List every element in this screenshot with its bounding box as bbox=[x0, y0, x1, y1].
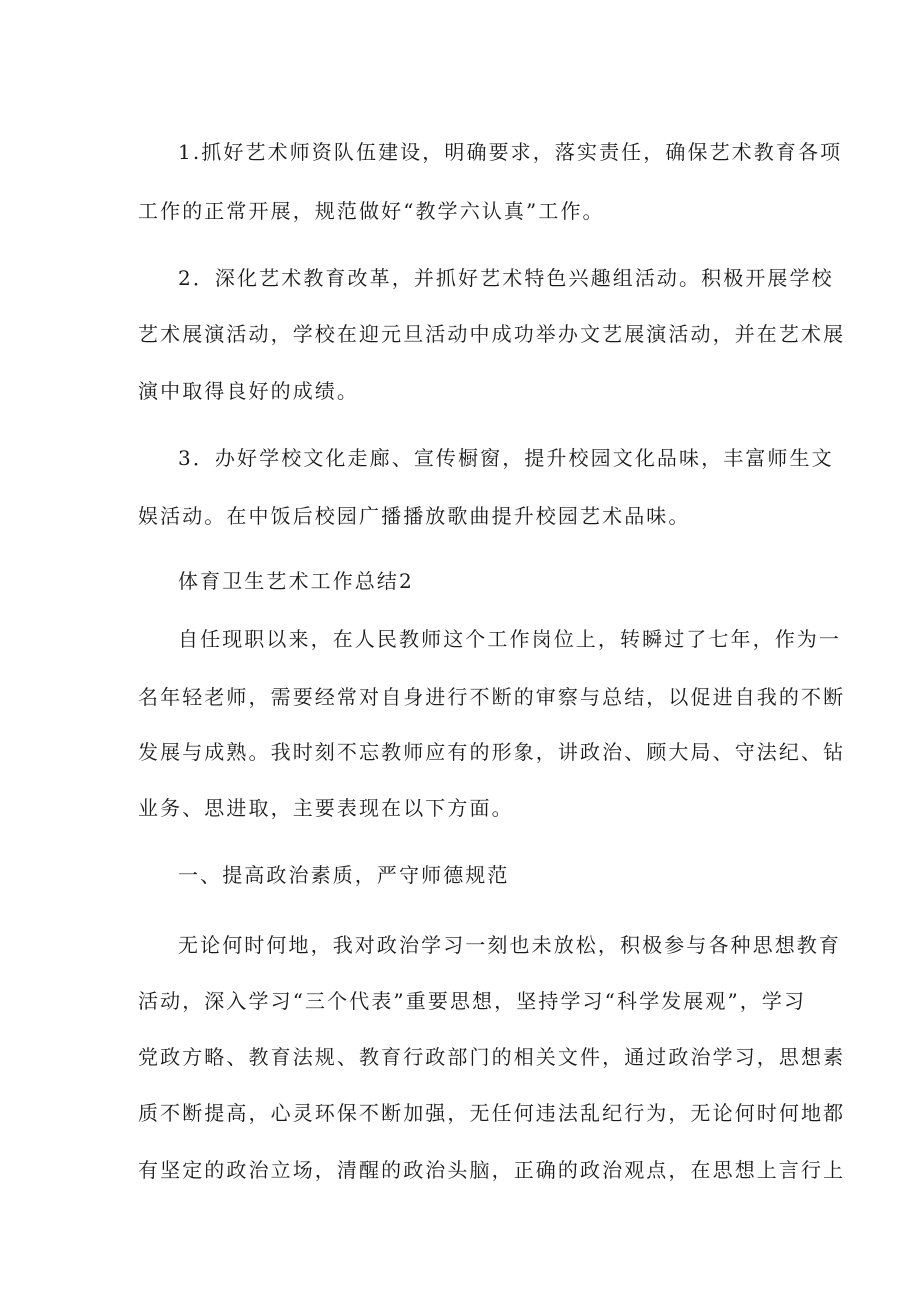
text-line: 演中取得良好的成绩。 bbox=[138, 379, 359, 403]
text-line: 党政方略、教育法规、教育行政部门的相关文件，通过政治学习，思想素 bbox=[138, 1045, 846, 1069]
text-line: 发展与成熟。我时刻不忘教师应有的形象，讲政治、顾大局、守法纪、钻 bbox=[138, 740, 846, 764]
text-line: 工作的正常开展，规范做好“教学六认真”工作。 bbox=[138, 199, 605, 223]
text-line: 质不断提高，心灵环保不断加强，无任何违法乱纪行为，无论何时何地都 bbox=[138, 1101, 846, 1125]
text-line: 自任现职以来，在人民教师这个工作岗位上，转瞬过了七年，作为一 bbox=[178, 627, 841, 651]
text-line: 1.抓好艺术师资队伍建设，明确要求，落实责任，确保艺术教育各项 bbox=[178, 140, 843, 164]
text-line: 业务、思进取，主要表现在以下方面。 bbox=[138, 796, 514, 820]
text-line: 活动，深入学习“三个代表”重要思想，坚持学习“科学发展观”，学习 bbox=[138, 989, 807, 1013]
text-line: 艺术展演活动，学校在迎元旦活动中成功举办文艺展演活动，并在艺术展 bbox=[138, 322, 846, 346]
text-line: 2．深化艺术教育改革，并抓好艺术特色兴趣组活动。积极开展学校 bbox=[178, 266, 834, 290]
text-line: 3．办好学校文化走廊、宣传橱窗，提升校园文化品味，丰富师生文 bbox=[178, 446, 834, 470]
text-line: 有坚定的政治立场，清醒的政治头脑，正确的政治观点，在思想上言行上 bbox=[138, 1158, 846, 1182]
text-line: 名年轻老师，需要经常对自身进行不断的审察与总结，以促进自我的不断 bbox=[138, 685, 846, 709]
text-line: 娱活动。在中饭后校园广播播放歌曲提升校园艺术品味。 bbox=[138, 504, 691, 528]
heading-text: 一、提高政治素质，严守师德规范 bbox=[178, 863, 510, 887]
text-line: 无论何时何地，我对政治学习一刻也未放松，积极参与各种思想教育 bbox=[178, 933, 841, 957]
section-title-text: 体育卫生艺术工作总结2 bbox=[178, 569, 414, 593]
